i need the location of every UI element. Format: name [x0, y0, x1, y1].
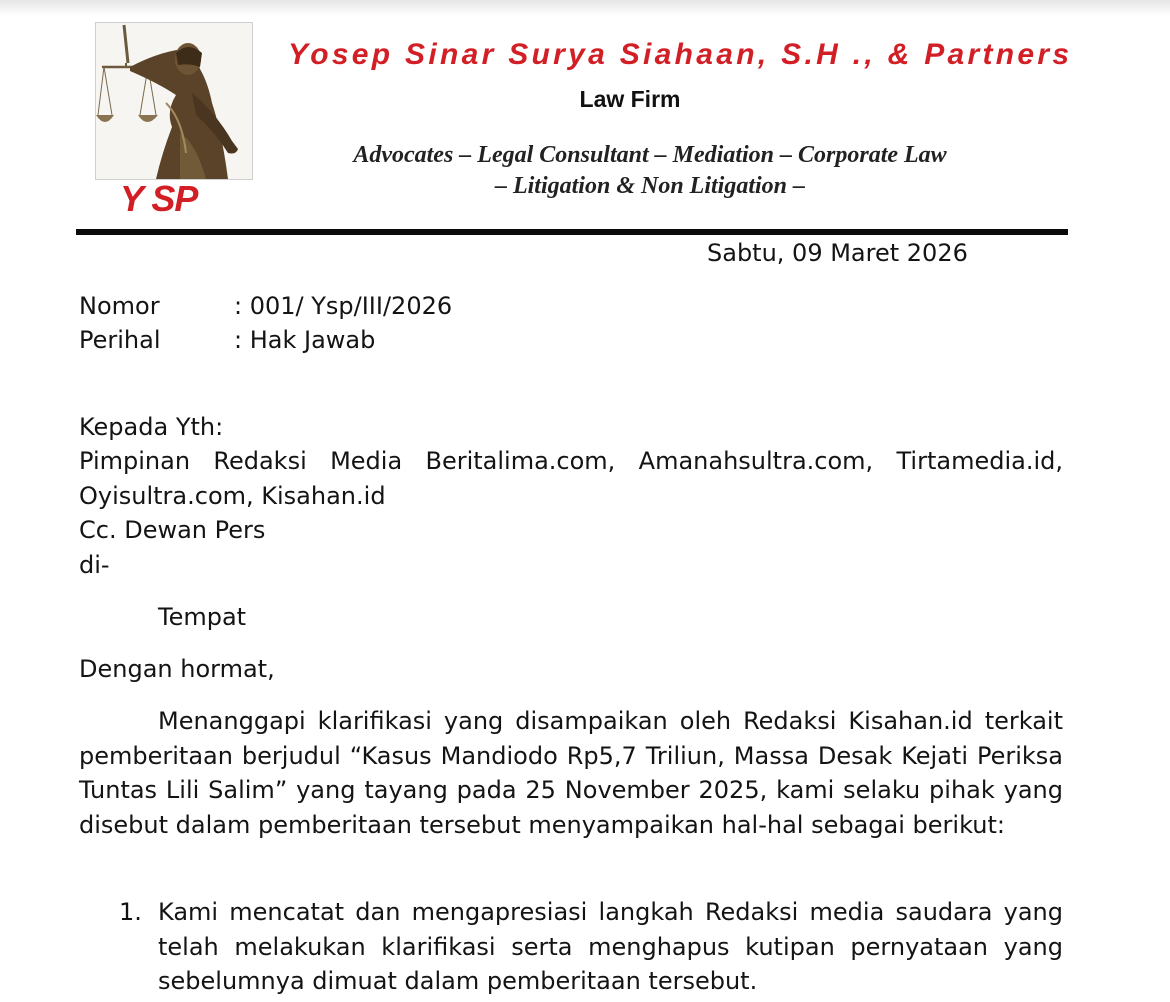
opening-paragraph: Menanggapi klarifikasi yang disampaikan oleh Redaksi Kisahan.id terkait pemberitaan berjudul “Kasus Mandiodo Rp5,7 Triliun, Massa Desak Kejati Periksa Tuntas Lili Salim” yang tayang pada 25 November 2025, kami selaku pihak yang disebut dalam pemberitaan tersebut menyampaikan hal-hal sebagai berikut: [79, 707, 1063, 839]
lady-justice-logo-image [95, 22, 253, 180]
list-item-text: Kami mencatat dan mengapresiasi langkah Redaksi media saudara yang telah melakukan klarifikasi serta menghapus kutipan pernyataan yang sebelumnya dimuat dalam pemberitaan tersebut. [158, 898, 1063, 995]
page-top-shadow [0, 0, 1170, 16]
nomor-label: Nomor [79, 292, 160, 320]
recipient-salutation: Kepada Yth: [79, 413, 224, 441]
firm-name: Yosep Sinar Surya Siahaan, S.H ., & Partners [288, 38, 1073, 71]
services-line-2: – Litigation & Non Litigation – [494, 173, 806, 199]
recipient-place: Tempat [158, 603, 247, 631]
list-item-number: 1. [119, 898, 142, 926]
firm-subtitle: Law Firm [579, 86, 681, 112]
recipient-cc: Cc. Dewan Pers [79, 516, 266, 544]
nomor-value: : 001/ Ysp/III/2026 [234, 292, 453, 320]
recipient-di: di- [79, 551, 110, 579]
perihal-value: : Hak Jawab [234, 326, 376, 354]
perihal-label: Perihal [79, 326, 161, 354]
services-block [290, 140, 1010, 202]
lady-justice-icon [96, 23, 252, 179]
greeting: Dengan hormat, [79, 655, 275, 683]
letter-date: Sabtu, 09 Maret 2026 [707, 239, 968, 267]
recipient-line: Pimpinan Redaksi Media Beritalima.com, Amanahsultra.com, Tirtamedia.id, Oyisultra.com, Kisahan.id [79, 447, 1063, 510]
letterhead-divider [76, 229, 1068, 235]
logo-text: Y SP [120, 178, 198, 219]
services-line-1: Advocates – Legal Consultant – Mediation – Corporate Law [353, 142, 947, 168]
